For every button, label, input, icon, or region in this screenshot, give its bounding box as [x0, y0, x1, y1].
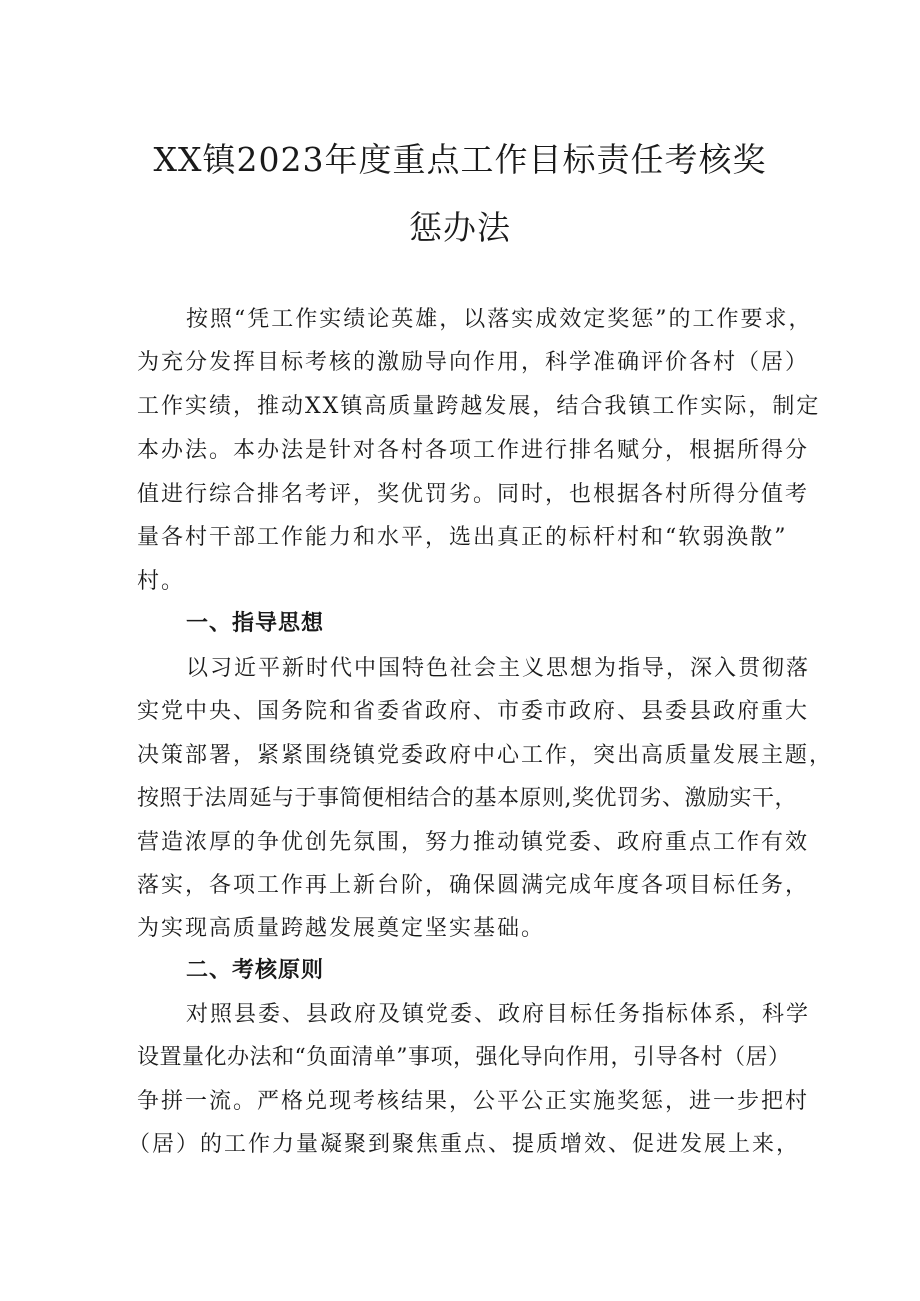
- intro-line: 值进行综合排名考评，奖优罚劣。同时，也根据各村所得分值考: [137, 482, 810, 507]
- section1-line: 落实，各项工作再上新台阶，确保圆满完成年度各项目标任务，: [137, 873, 810, 898]
- intro-line: 村。: [137, 569, 186, 594]
- section1-line: 以习近平新时代中国特色社会主义思想为指导，深入贯彻落: [186, 656, 811, 681]
- section1-line: 实党中央、国务院和省委省政府、市委市政府、县委县政府重大: [137, 699, 810, 724]
- intro-line: 为充分发挥目标考核的激励导向作用，科学准确评价各村（居）: [137, 350, 810, 375]
- intro-line: 量各村干部工作能力和水平，选出真正的标杆村和“软弱涣散”: [137, 525, 788, 550]
- document-title-line2: 惩办法: [409, 208, 511, 247]
- intro-line: 按照“凭工作实绩论英雄，以落实成效定奖惩”的工作要求，: [186, 307, 813, 332]
- intro-line: 本办法。本办法是针对各村各项工作进行排名赋分，根据所得分: [137, 438, 810, 463]
- section1-line: 按照于法周延与于事简便相结合的基本原则,奖优罚劣、激励实干，: [137, 786, 797, 811]
- section2-line: 对照县委、县政府及镇党委、政府目标任务指标体系，科学: [186, 1002, 811, 1027]
- document-title-line1: XX镇2023年度重点工作目标责任考核奖: [153, 140, 767, 179]
- section1-line: 决策部署，紧紧围绕镇党委政府中心工作，突出高质量发展主题，: [137, 743, 834, 768]
- section1-line: 为实现高质量跨越发展奠定坚实基础。: [137, 916, 546, 941]
- section1-line: 营造浓厚的争优创先氛围，努力推动镇党委、政府重点工作有效: [137, 830, 810, 855]
- section2-line: （居）的工作力量凝聚到聚焦重点、提质增效、促进发展上来，: [128, 1132, 801, 1157]
- section2-line: 争拼一流。严格兑现考核结果，公平公正实施奖惩，进一步把村: [137, 1089, 810, 1114]
- section-heading-assessment-principles: 二、考核原则: [186, 958, 325, 983]
- section-heading-guiding-ideology: 一、指导思想: [186, 611, 325, 636]
- intro-line: 工作实绩，推动XX镇高质量跨越发展，结合我镇工作实际，制定: [137, 394, 821, 419]
- section2-line: 设置量化办法和“负面清单”事项，强化导向作用，引导各村（居）: [137, 1045, 791, 1070]
